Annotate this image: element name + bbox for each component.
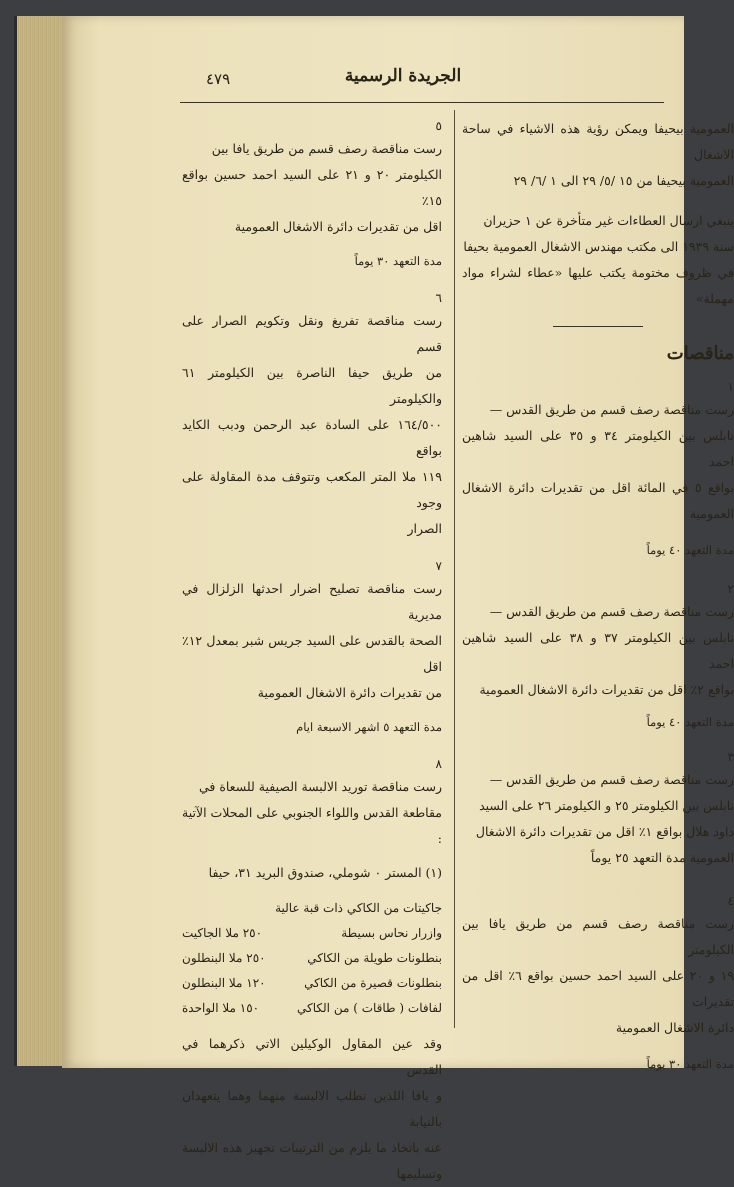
tender-line: نابلس بين الكيلومتر ٣٧ و ٣٨ على السيد شاهين احمد — [462, 630, 734, 671]
page-header — [142, 62, 664, 102]
tender-line: دائرة الاشغال العمومية — [615, 1020, 734, 1035]
tender-line: بواقع ٢٪ اقل من تقديرات دائرة الاشغال العمومية — [479, 682, 734, 697]
tender-8 — [182, 754, 442, 1187]
tender-line: اقل من تقديرات دائرة الاشغال العمومية — [234, 219, 442, 234]
items-heading: جاكيتات من الكاكي ذات قبة عالية — [275, 901, 442, 915]
tender-duration: مدة التعهد ٣٠ يوماً — [354, 254, 442, 268]
tender-7 — [182, 556, 442, 740]
intro-line: العمومية بيحيفا من ١٥ /٥/ ٢٩ الى ١ /٦/ ٢٩ — [513, 173, 734, 188]
tender-line: رست مناقصة رصف قسم من طريق القدس — — [489, 402, 734, 417]
tender-number: ٤ — [727, 894, 734, 908]
tender-5 — [182, 116, 442, 274]
tender-line: نابلس بين الكيلومتر ٢٥ و الكيلومتر ٢٦ على السيد — [479, 798, 734, 813]
right-column — [462, 116, 734, 1077]
section-divider — [553, 326, 643, 327]
item-price: ١٢٠ ملا البنطلون — [182, 976, 266, 990]
item-price: ١٥٠ ملا الواحدة — [182, 1001, 260, 1015]
tender-line: نابلس بين الكيلومتر ٣٤ و ٣٥ على السيد شاهين احمد — [462, 428, 734, 469]
clothing-items — [182, 896, 442, 1021]
header-divider — [180, 102, 664, 103]
item-row — [182, 996, 442, 1021]
item-name: بنطلونات طويلة من الكاكي — [307, 951, 442, 965]
notice-line: ينبغي ارسال العطاءات غير متأخرة عن ١ حزيران — [483, 213, 734, 228]
tender-number: ١ — [727, 380, 734, 394]
tender-line: الصرار — [407, 521, 442, 536]
left-column — [182, 116, 442, 1187]
closing-line: عنه باتخاذ ما يلزم من الترتيبات تجهيز هذه الالبسة وتسليمها — [182, 1140, 442, 1181]
tender-line: رست مناقصة رصف قسم من طريق يافا بين الكيلومتر — [462, 916, 734, 957]
notice-line: سنة ١٩٣٩ الى مكتب مهندس الاشغال العمومية بحيفا — [463, 239, 734, 254]
tender-line: من طريق حيفا الناصرة بين الكيلومتر ٦١ والكيلومتر — [182, 365, 442, 406]
tender-line: الصحة بالقدس على السيد جريس شبر بمعدل ١٢٪ اقل — [182, 633, 442, 674]
tender-number: ٧ — [435, 559, 442, 573]
tender-duration: مدة التعهد ٤٠ يوماً — [646, 543, 734, 557]
item-row — [182, 946, 442, 971]
closing-line: و يافا اللذين تطلب الالبسة منهما وهما يتعهدان بالنيابة — [182, 1088, 442, 1129]
section-title: مناقصات — [666, 343, 734, 364]
tender-duration: مدة التعهد ٥ اشهر الاسبعة ايام — [296, 720, 442, 734]
tender-number: ٥ — [435, 119, 442, 133]
tender-line: من تقديرات دائرة الاشغال العمومية — [257, 685, 442, 700]
tender-line: ١٦٤/٥٠٠ على السادة عبد الرحمن ودبب الكايد بواقع — [182, 417, 442, 458]
item-name: وازرار نحاس بسيطة — [341, 926, 442, 940]
intro-line: العمومية بيحيفا ويمكن رؤية هذه الاشياء في ساحة الاشغال — [462, 121, 734, 162]
tender-line: رست مناقصة رصف قسم من طريق يافا بين — [211, 141, 442, 156]
tender-number: ٨ — [435, 757, 442, 771]
tender-duration: مدة التعهد ٤٠ يوماً — [646, 715, 734, 729]
tender-number: ٣ — [727, 750, 734, 764]
book-page-edges — [14, 16, 69, 1066]
tender-duration: مدة التعهد ٣٠ يوماً — [646, 1057, 734, 1071]
tender-line: مقاطعة القدس واللواء الجنوبي على المحلات الآتية : — [182, 805, 442, 846]
item-name: بنطلونات قصيرة من الكاكي — [304, 976, 442, 990]
tender-line: العمومية مدة التعهد ٢٥ يوماً — [590, 850, 734, 865]
item-price: ٢٥٠ ملا الجاكيت — [182, 926, 263, 940]
tender-4 — [462, 891, 734, 1077]
tender-line: ١١٩ ملا المتر المكعب وتتوقف مدة المقاولة على وجود — [182, 469, 442, 510]
tender-1 — [462, 377, 734, 563]
tender-line: رست مناقصة رصف قسم من طريق القدس — — [489, 772, 734, 787]
tender-line: ١٩ و ٢٠ على السيد احمد حسين بواقع ٦٪ اقل من تقديرات — [462, 968, 734, 1009]
item-row — [182, 971, 442, 996]
item-price: ٢٥٠ ملا البنطلون — [182, 951, 266, 965]
tender-line: رست مناقصة تصليح اضرار احدثها الزلزال في مديرية — [182, 581, 442, 622]
tender-line: رست مناقصة توريد الالبسة الصيفية للسعاة في — [198, 779, 442, 794]
tender-3 — [462, 747, 734, 871]
item-name: لفافات ( طاقات ) من الكاكي — [297, 1001, 442, 1015]
tender-line: رست مناقصة تفريغ ونقل وتكويم الصرار على قسم — [182, 313, 442, 354]
tender-number: ٦ — [435, 291, 442, 305]
page-number: ٤٧٩ — [206, 70, 231, 88]
item-row — [182, 921, 442, 946]
tender-line: الكيلومتر ٢٠ و ٢١ على السيد احمد حسين بواقع ١٥٪ — [182, 167, 443, 208]
tender-line: داود هلال بواقع ١٪ اقل من تقديرات دائرة الاشغال — [475, 824, 734, 839]
tender-line: رست مناقصة رصف قسم من طريق القدس — — [489, 604, 734, 619]
gazette-page — [62, 16, 734, 1181]
tender-line: بواقع ٥ في المائة اقل من تقديرات دائرة الاشغال العمومية — [462, 480, 734, 521]
tender-number: ٢ — [727, 582, 734, 596]
closing-line: وقد عين المقاول الوكيلين الاتي ذكرهما في القدس — [182, 1036, 442, 1077]
column-divider — [454, 110, 455, 1028]
address-line: (١) المستر ٠ شوملي، صندوق البريد ٣١، حيفا — [208, 865, 442, 880]
notice-line: في ظروف مختومة يكتب عليها «عطاء لشراء مواد مهملة» — [462, 265, 734, 306]
gazette-title: الجريدة الرسمية — [344, 66, 462, 86]
tender-6 — [182, 288, 442, 542]
tender-2 — [462, 579, 734, 735]
